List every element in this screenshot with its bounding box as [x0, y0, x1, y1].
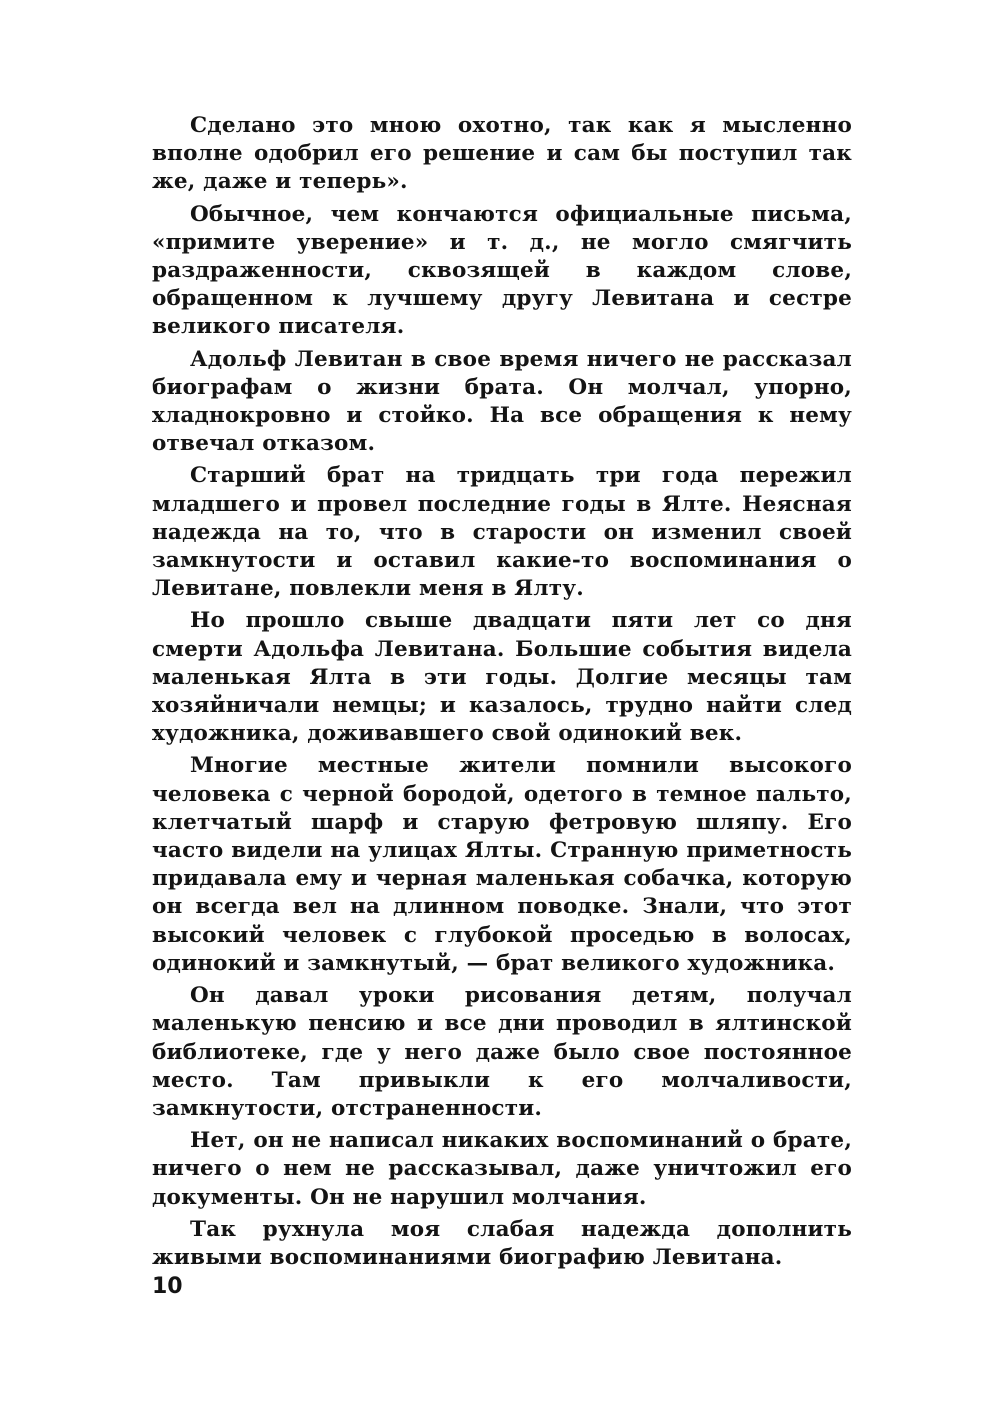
paragraph-1: Сделано это мною охотно, так как я мысленно вполне одобрил его решение и сам бы поступил так же, даже и теперь».: [152, 113, 852, 195]
page-body: [152, 112, 852, 1272]
paragraph-9: Так рухнула моя слабая надежда дополнить живыми воспоминаниями биографию Левитана.: [152, 1216, 852, 1270]
paragraph-2: Обычное, чем кончаются официальные письма, «примите уверение» и т. д., не могло смягчить раздраженности, сквозящей в каждом слове, обращенном к лучшему другу Левитана и сестре великого писателя.: [152, 201, 852, 340]
paragraph-5: Но прошло свыше двадцати пяти лет со дня смерти Адольфа Левитана. Большие события видела маленькая Ялта в эти годы. Долгие месяцы там хозяйничали немцы; и казалось, трудно найти след художника, доживавшего свой одинокий век.: [152, 608, 852, 747]
paragraph-7: Он давал уроки рисования детям, получал маленькую пенсию и все дни проводил в ялтинской библиотеке, где у него даже было свое постоянное место. Там привыкли к его молчаливости, замкнутости, отстраненности.: [152, 983, 852, 1121]
paragraph-6: Многие местные жители помнили высокого человека с черной бородой, одетого в темное пальто, клетчатый шарф и старую фетровую шляпу. Его часто видели на улицах Ялты. Странную приметность придавала ему и черная маленькая собачка, которую он всегда вел на длинном поводке. Знали, что этот высокий человек с глубокой проседью в волосах, одинокий и замкнутый, — брат великого художника.: [152, 753, 852, 976]
paragraph-3: Адольф Левитан в свое время ничего не рассказал биографам о жизни брата. Он молчал, упорно, хладнокровно и стойко. На все обращения к нему отвечал отказом.: [152, 346, 852, 457]
paragraph-8: Нет, он не написал никаких воспоминаний о брате, ничего о нем не рассказывал, даже уничтожил его документы. Он не нарушил молчания.: [152, 1128, 852, 1210]
page-number: 10: [152, 1274, 183, 1299]
paragraph-4: Старший брат на тридцать три года пережил младшего и провел последние годы в Ялте. Неясная надежда на то, что в старости он изменил своей замкнутости и оставил какие-то воспоминания о Левитане, повлекли меня в Ялту.: [152, 463, 852, 602]
